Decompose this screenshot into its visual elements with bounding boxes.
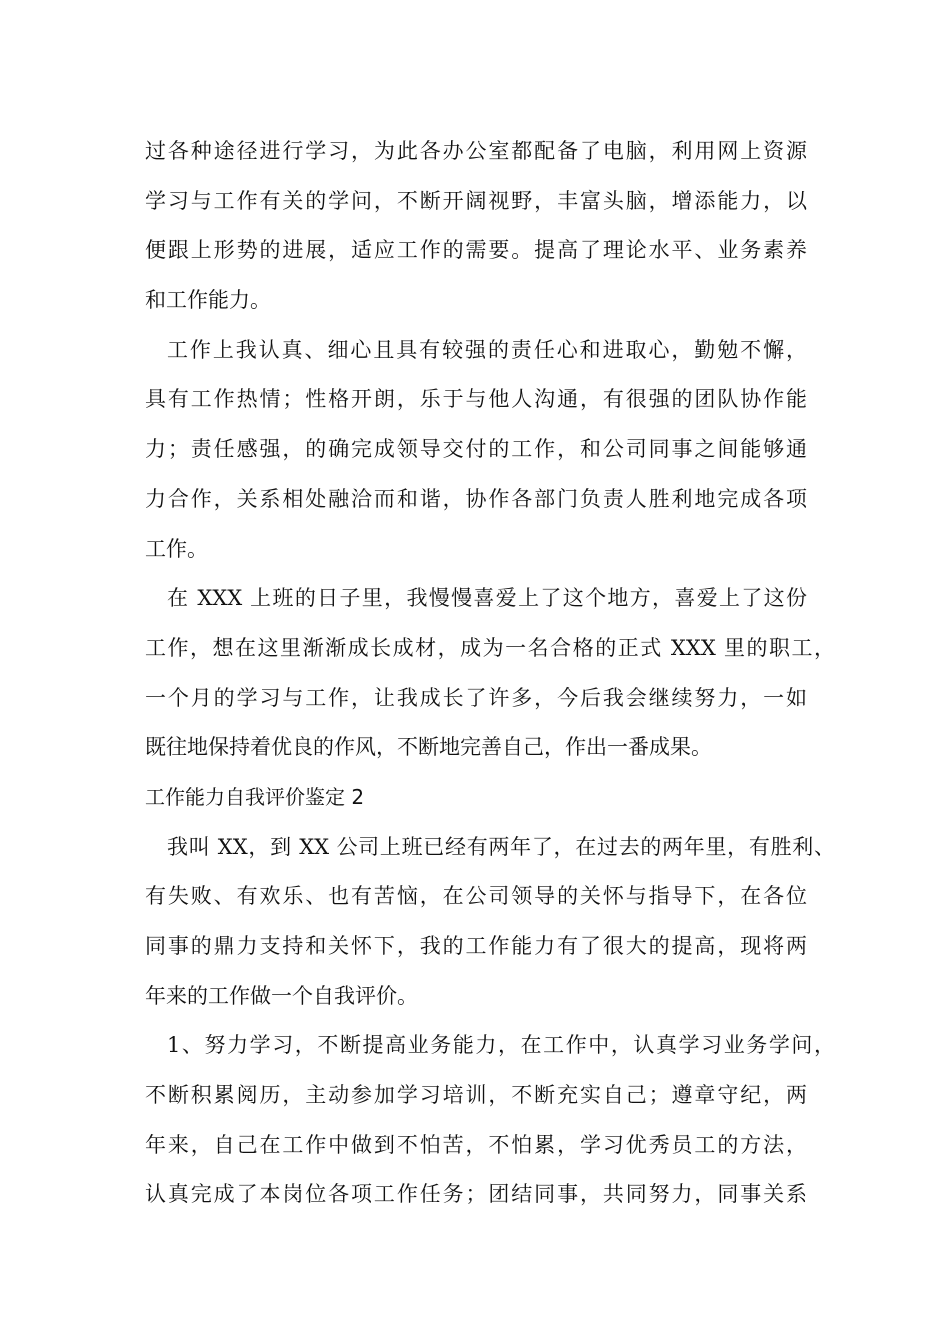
text-line: 年来的工作做一个自我评价。 xyxy=(145,983,418,1008)
text-line: 工作上我认真、细心且具有较强的责任心和进取心，勤勉不懈， xyxy=(167,337,807,362)
text-line: 具有工作热情；性格开朗，乐于与他人沟通，有很强的团队协作能 xyxy=(145,387,807,412)
text-line: 学习与工作有关的学问，不断开阔视野，丰富头脑，增添能力，以 xyxy=(145,188,807,213)
text-line: 和工作能力。 xyxy=(145,288,271,313)
text-line: 同事的鼎力支持和关怀下，我的工作能力有了很大的提高，现将两 xyxy=(145,934,807,958)
text-line: 力合作，关系相处融洽而和谐，协作各部门负责人胜利地完成各项 xyxy=(145,486,807,511)
text-line: 在 XXX 上班的日子里，我慢慢喜爱上了这个地方，喜爱上了这份 xyxy=(167,586,807,611)
text-line: 便跟上形势的进展，适应工作的需要。提高了理论水平、业务素养 xyxy=(145,238,807,263)
document-body xyxy=(145,127,835,1220)
text-line: 有失败、有欢乐、也有苦恼，在公司领导的关怀与指导下，在各位 xyxy=(145,884,807,909)
section-heading: 工作能力自我评价鉴定 2 xyxy=(145,784,365,809)
text-line: 力；责任感强，的确完成领导交付的工作，和公司同事之间能够通 xyxy=(145,437,807,462)
text-line: 我叫 XX，到 XX 公司上班已经有两年了，在过去的两年里，有胜利、 xyxy=(167,834,835,859)
text-line: 认真完成了本岗位各项工作任务；团结同事，共同努力，同事关系 xyxy=(145,1182,807,1207)
text-line: 一个月的学习与工作，让我成长了许多，今后我会继续努力，一如 xyxy=(145,685,807,710)
text-line: 过各种途径进行学习，为此各办公室都配备了电脑，利用网上资源 xyxy=(145,139,807,163)
text-line: 工作。 xyxy=(145,536,208,561)
text-line: 不断积累阅历，主动参加学习培训，不断充实自己；遵章守纪，两 xyxy=(145,1083,807,1108)
text-line: 1、努力学习，不断提高业务能力，在工作中，认真学习业务学问， xyxy=(167,1033,835,1058)
text-line: 工作，想在这里渐渐成长成材，成为一名合格的正式 XXX 里的职工， xyxy=(145,635,835,660)
text-line: 年来，自己在工作中做到不怕苦，不怕累，学习优秀员工的方法， xyxy=(145,1132,807,1157)
text-line: 既往地保持着优良的作风，不断地完善自己，作出一番成果。 xyxy=(145,735,712,760)
